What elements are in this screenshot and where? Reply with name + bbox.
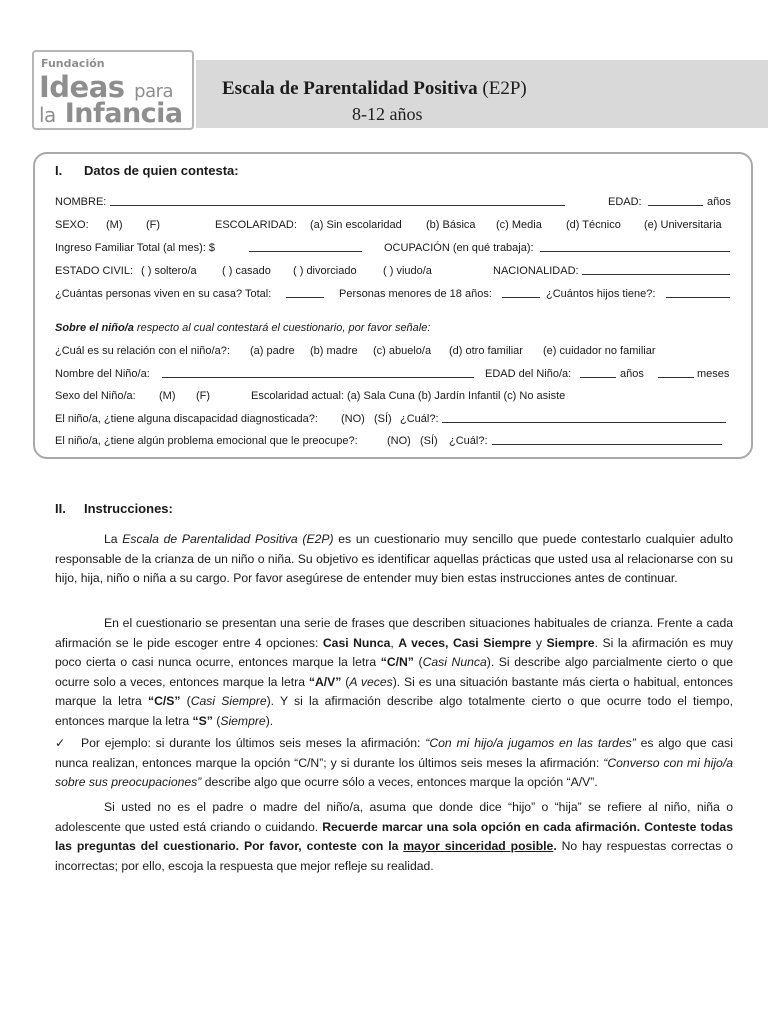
title-abbr: (E2P) [482,78,527,99]
p1-italic: Escala de Parentalidad Positiva (E2P) [122,532,334,546]
escolaridad-label: ESCOLARIDAD: [215,219,297,231]
p3-text: Por ejemplo: si durante los últimos seis meses la afirmación: [81,736,426,750]
relacion-option[interactable]: (e) cuidador no familiar [543,345,656,357]
section-1-heading [55,163,239,178]
p2-italic: Siempre [220,713,266,728]
p2-italic: Casi Siempre [190,694,267,708]
sexo-nino-label: Sexo del Niño/a: [55,390,136,402]
personas-label: ¿Cuántas personas viven en su casa? Total: [55,288,272,300]
p4-text: Si usted no es el padre o madre del niño/a, asuma que donde dice “hijo” o “hija” se refiere al niño, niña o adolescente que usted está criando o cuidando. [55,800,733,834]
p2-bold: “S” [192,713,213,728]
p2-bold: “C/N” [380,655,414,669]
logo-infancia: Infancia [64,98,183,129]
p4-text: No hay respuestas correctas o incorrectas; por ello, escoja la respuesta que mejor refleje su realidad. [55,839,733,873]
section-1-title: Datos de quien contesta: [84,163,239,178]
p4-bold: Recuerde marcar una sola opción en cada afirmación. Conteste todas las preguntas del cuestionario. Por favor, conteste con la [55,819,733,853]
menores-label: Personas menores de 18 años: [339,288,492,300]
relacion-option[interactable]: (b) madre [310,345,358,357]
p2-text: ( [180,694,191,708]
p2-italic: A veces [349,674,393,689]
p2-text: . Si la afirmación es muy poco cierta o casi nunca ocurre, entonces marque la letra [55,635,733,669]
p2-text: , [390,635,399,650]
escolaridad-option[interactable]: (c) Media [496,219,542,231]
child-intro-bold: Sobre el niño/a [55,322,134,334]
sexo-option-f[interactable]: (F) [146,219,161,231]
p1-text: es un cuestionario muy sencillo que puede contestarlo cualquier adulto responsable de la crianza de un niño o niña. Su objetivo es identificar aquellas prácticas que usted usa al relacionarse con su hijo, hija, niño o niña a su cargo. Por favor asegúrese de entender muy bien estas instrucciones antes de continuar. [55,532,733,585]
emocional-label: El niño/a, ¿tiene algún problema emocional que le preocupe?: [55,435,358,447]
p2-text: y [531,635,547,650]
edad-nino-label: EDAD del Niño/a: [485,368,572,380]
relacion-option[interactable]: (d) otro familiar [449,345,523,357]
discapacidad-option-si[interactable]: (SÍ) [374,413,392,425]
relacion-label: ¿Cuál es su relación con el niño/a?: [55,345,230,357]
relacion-option[interactable]: (c) abuelo/a [373,345,432,357]
p2-text: En el cuestionario se presentan una serie de frases que describen situaciones habituales de crianza. Frente a cada afirmación se le pide escoger entre 4 opciones: [55,616,733,650]
instructions-paragraph-1 [55,530,733,589]
instructions-paragraph-2 [55,614,733,731]
logo-para: para [134,81,174,102]
edad-nino-years-unit: años [620,368,644,380]
p3-italic: “Converso con mi hijo/a sobre sus preocupaciones” [55,755,734,789]
ocupacion-label: OCUPACIÓN (en qué trabaja): [384,242,534,254]
relacion-option[interactable]: (a) padre [250,345,295,357]
p4-bold-underline: mayor sinceridad posible [403,839,554,853]
p3-text: es algo que casi nunca realizan, entonces marque la opción “C/N”; y si durante los últimos seis meses la afirmación: [55,736,733,770]
logo-ideas: Ideas [39,70,125,104]
escolaridad-option[interactable]: (b) Básica [426,219,476,231]
discapacidad-cual-label: ¿Cuál?: [400,413,439,425]
p2-text: ). Si es una situación bastante más cierta o habitual, entonces marque la letra [55,674,733,708]
section-2-heading [55,501,173,516]
instructions-example [55,734,733,793]
sexo-option-m[interactable]: (M) [106,219,123,231]
p2-italic: Casi Nunca [422,655,487,669]
logo-line-3 [39,100,183,127]
child-intro-rest: respecto al cual contestará el cuestionario, por favor señale: [133,322,431,334]
escolaridad-option[interactable]: (e) Universitaria [644,219,722,231]
p1-text: La [104,532,123,546]
estado-civil-option[interactable]: ( ) soltero/a [141,265,197,277]
emocional-option-no[interactable]: (NO) [387,435,411,447]
emocional-cual-label: ¿Cuál?: [449,435,488,447]
p2-bold: Casi Nunca [322,635,391,650]
nacionalidad-label: NACIONALIDAD: [493,265,579,277]
p2-text: ( [413,655,423,669]
estado-civil-option[interactable]: ( ) divorciado [293,265,357,277]
sexo-nino-option-f[interactable]: (F) [196,390,211,402]
discapacidad-option-no[interactable]: (NO) [341,413,365,425]
p2-text: ( [341,674,350,689]
title-bold: Escala de Parentalidad Positiva [222,78,478,99]
p3-italic: “Con mi hijo/a jugamos en las tardes” [425,736,636,750]
foundation-logo [32,50,194,130]
document-title [222,78,527,100]
logo-la: la [39,103,56,127]
escolaridad-actual[interactable]: Escolaridad actual: (a) Sala Cuna (b) Jardín Infantil (c) No asiste [251,390,566,402]
p2-bold: Siempre [546,635,595,650]
p3-text: describe algo que ocurre sólo a veces, entonces marque la opción “A/V”. [201,775,598,789]
p2-bold: “A/V” [308,674,342,689]
document-subtitle: 8-12 años [352,104,423,124]
p2-text: ( [212,713,221,728]
estado-civil-label: ESTADO CIVIL: [55,265,134,277]
estado-civil-option[interactable]: ( ) viudo/a [383,265,432,277]
discapacidad-label: El niño/a, ¿tiene alguna discapacidad diagnosticada?: [55,413,318,425]
p4-bold: . [553,839,557,853]
edad-label: EDAD: [608,196,642,208]
nombre-label: NOMBRE: [55,196,107,208]
p2-text: ). Y si la afirmación describe algo totalmente cierto o que ocurre todo el tiempo, entonces marque la letra [55,694,733,728]
edad-unit: años [707,196,731,208]
checkmark-icon: ✓ [55,736,66,750]
instructions-paragraph-4 [55,798,733,876]
nombre-nino-label: Nombre del Niño/a: [55,368,150,380]
sexo-nino-option-m[interactable]: (M) [159,390,176,402]
ingreso-label: Ingreso Familiar Total (al mes): $ [55,242,215,254]
child-intro-text [55,321,430,335]
estado-civil-option[interactable]: ( ) casado [222,265,271,277]
p2-text: ). [265,713,274,728]
escolaridad-option[interactable]: (a) Sin escolaridad [310,219,402,231]
sexo-label: SEXO: [55,219,89,231]
section-1-number: I. [55,163,63,178]
section-2-title: Instrucciones: [84,501,173,516]
p2-text: ). Si describe algo parcialmente cierto o que ocurre solo a veces, entonces marque la letra [55,655,733,689]
hijos-label: ¿Cuántos hijos tiene?: [546,288,656,300]
section-2-number: II. [55,501,66,516]
escolaridad-option[interactable]: (d) Técnico [566,219,621,231]
emocional-option-si[interactable]: (SÍ) [420,435,438,447]
p2-bold: “C/S” [147,694,181,708]
p2-bold: A veces, Casi Siempre [398,635,532,650]
logo-line-1: Fundación [41,57,105,70]
edad-nino-months-unit: meses [697,368,730,380]
